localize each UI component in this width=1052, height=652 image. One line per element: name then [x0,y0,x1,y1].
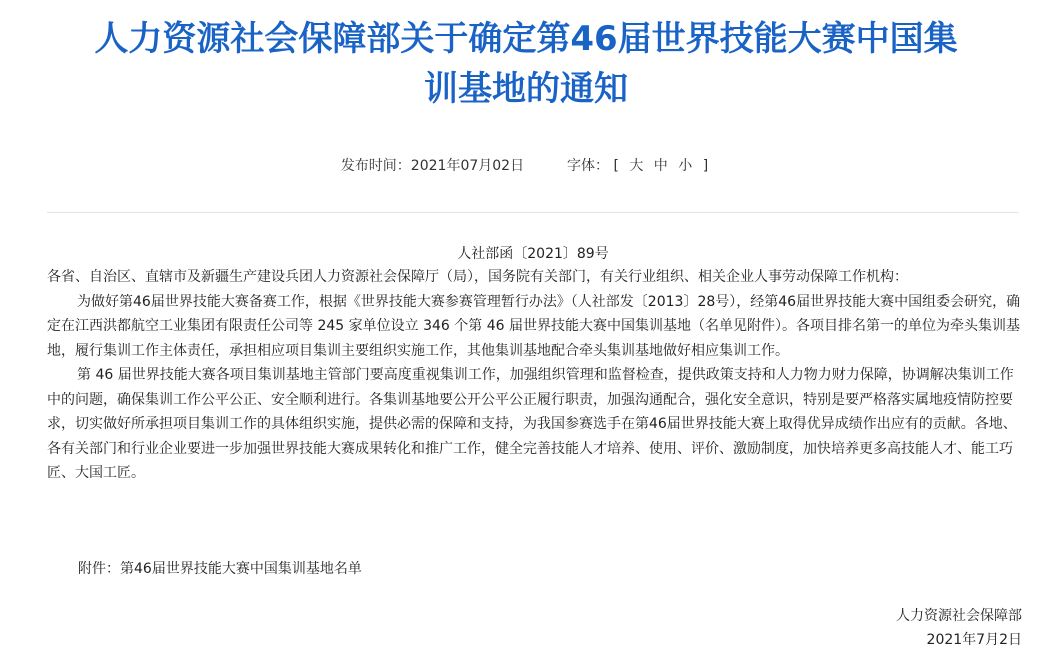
document-number: 人社部函〔2021〕89号 [457,246,609,262]
notice-body [47,265,1022,486]
recipients: 各省、自治区、直辖市及新疆生产建设兵团人力资源社会保障厅（局），国务院有关部门，有关行业组织、相关企业人事劳动保障工作机构： [47,269,908,285]
paragraph-1: 为做好第46届世界技能大赛备赛工作，根据《世界技能大赛参赛管理暂行办法》（人社部发〔2013〕28号），经第46届世界技能大赛中国组委会研究，确定在江西洪都航空工业集团有限责任公司等 245 家单位设立 346 个第 46 届世界技能大赛中国集训基地（名单见附件）。各项目排名第一的单位为牵头集训基地，履行集训工作主体责任，承担相应项目集训主要组织实施工作，其他集训基地配合牵头集训基地做好相应集训工作。 [47,293,1021,359]
paragraph-2: 第 46 届世界技能大赛各项目集训基地主管部门要高度重视集训工作，加强组织管理和监督检查，提供政策支持和人力物力财力保障，协调解决集训工作中的问题，确保集训工作公平公正、安全顺利进行。各集训基地要公开公平公正履行职责，加强沟通配合，强化安全意识，特别是要严格落实属地疫情防控要求，切实做好所承担项目集训工作的具体组织实施，提供必需的保障和支持，为我国参赛选手在第46届世界技能大赛上取得优异成绩作出应有的贡献。各地、各有关部门和行业企业要进一步加强世界技能大赛成果转化和推广工作，健全完善技能人才培养、使用、评价、激励制度，加快培养更多高技能人才、能工巧匠、大国工匠。 [47,367,1017,481]
header-divider [47,212,1019,213]
font-size-label: 字体： [566,158,609,174]
article-meta [0,156,1052,176]
signature-block [896,604,1022,652]
publish-time: 发布时间：2021年07月02日 [340,158,525,174]
signature-org: 人力资源社会保障部 [896,608,1022,624]
title-line-2: 训基地的通知 [424,69,628,109]
attachment-link[interactable]: 第46届世界技能大赛中国集训基地名单 [120,561,362,577]
font-size-switcher[interactable]: [ 大 中 小 ] [613,158,712,174]
signature-date: 2021年7月2日 [926,632,1022,648]
title-line-1: 人力资源社会保障部关于确定第46届世界技能大赛中国集 [94,19,958,59]
attachment-label: 附件： [78,561,120,577]
page-title [40,14,1012,114]
attachment-line [78,558,362,580]
